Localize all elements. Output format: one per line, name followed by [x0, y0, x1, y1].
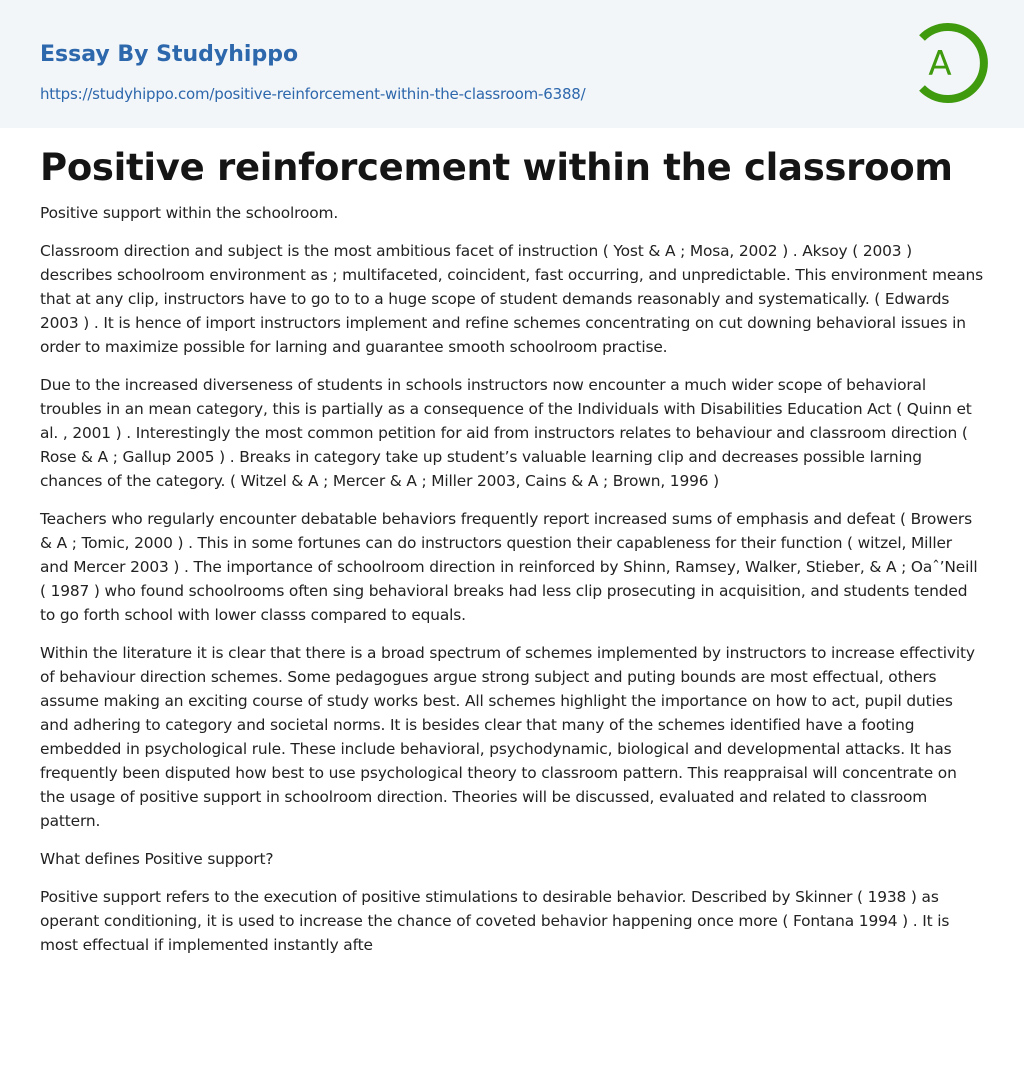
paragraph: Positive support refers to the execution of positive stimulations to desirable behavior. Described by Skinner ( 1938 ) as operant conditioning, it is used to increase the chance of coveted behavior happening once more ( Fontana 1994 ) . It is most effectual if implemented instantly afte — [40, 888, 950, 954]
paragraph: Positive support within the schoolroom. — [40, 204, 339, 222]
paragraph: Due to the increased diverseness of students in schools instructors now encounter a much wider scope of behavioral troubles in an mean category, this is partially as a consequence of the Individuals with Disabilities Education Act ( Quinn et al. , 2001 ) . Interestingly the most common petition for aid from instructors relates to behaviour and classroom direction ( Rose & A ; Gallup 2005 ) . Breaks in category take up student’s valuable learning clip and decreases possible larning chances of the category. ( Witzel & A ; Mercer & A ; Miller 2003, Cains & A ; Brown, 1996 ) — [40, 376, 972, 490]
studyhippo-logo-icon[interactable] — [910, 18, 990, 108]
essay-body — [40, 201, 984, 971]
paragraph: Teachers who regularly encounter debatable behaviors frequently report increased sums of emphasis and defeat ( Browers & A ; Tomic, 2000 ) . This in some fortunes can do instructors question their capableness for their function ( witzel, Miller and Mercer 2003 ) . The importance of schoolroom direction in reinforced by Shinn, Ramsey, Walker, Stieber, & A ; Oaˆ’Neill ( 1987 ) who found schoolrooms often sing behavioral breaks had less clip prosecuting in acquisition, and students tended to go forth school with lower classs compared to equals. — [40, 510, 978, 624]
paragraph: What defines Positive support? — [40, 850, 274, 868]
site-header — [0, 0, 1024, 128]
page-title: Positive reinforcement within the classroom — [40, 146, 953, 189]
brand-title: Essay By Studyhippo — [40, 42, 299, 67]
paragraph: Classroom direction and subject is the most ambitious facet of instruction ( Yost & A ; Mosa, 2002 ) . Aksoy ( 2003 ) describes schoolroom environment as ; multifaceted, coincident, fast occurring, and unpredictable. This environment means that at any clip, instructors have to go to to a huge scope of student demands reasonably and systematically. ( Edwards 2003 ) . It is hence of import instructors implement and refine schemes concentrating on cut downing behavioral issues in order to maximize possible for larning and guarantee smooth schoolroom practise. — [40, 242, 983, 356]
paragraph: Within the literature it is clear that there is a broad spectrum of schemes implemented by instructors to increase effectivity of behaviour direction schemes. Some pedagogues argue strong subject and puting bounds are most effectual, others assume making an exciting course of study works best. All schemes highlight the importance on how to act, pupil duties and adhering to category and societal norms. It is besides clear that many of the schemes identified have a footing embedded in psychological rule. These include behavioral, psychodynamic, biological and developmental attacks. It has frequently been disputed how best to use psychological theory to classroom pattern. This reappraisal will concentrate on the usage of positive support in schoolroom direction. Theories will be discussed, evaluated and related to classroom pattern. — [40, 644, 975, 830]
essay-url-link[interactable]: https://studyhippo.com/positive-reinforcement-within-the-classroom-6388/ — [40, 85, 586, 103]
logo-letter: A — [928, 44, 952, 84]
